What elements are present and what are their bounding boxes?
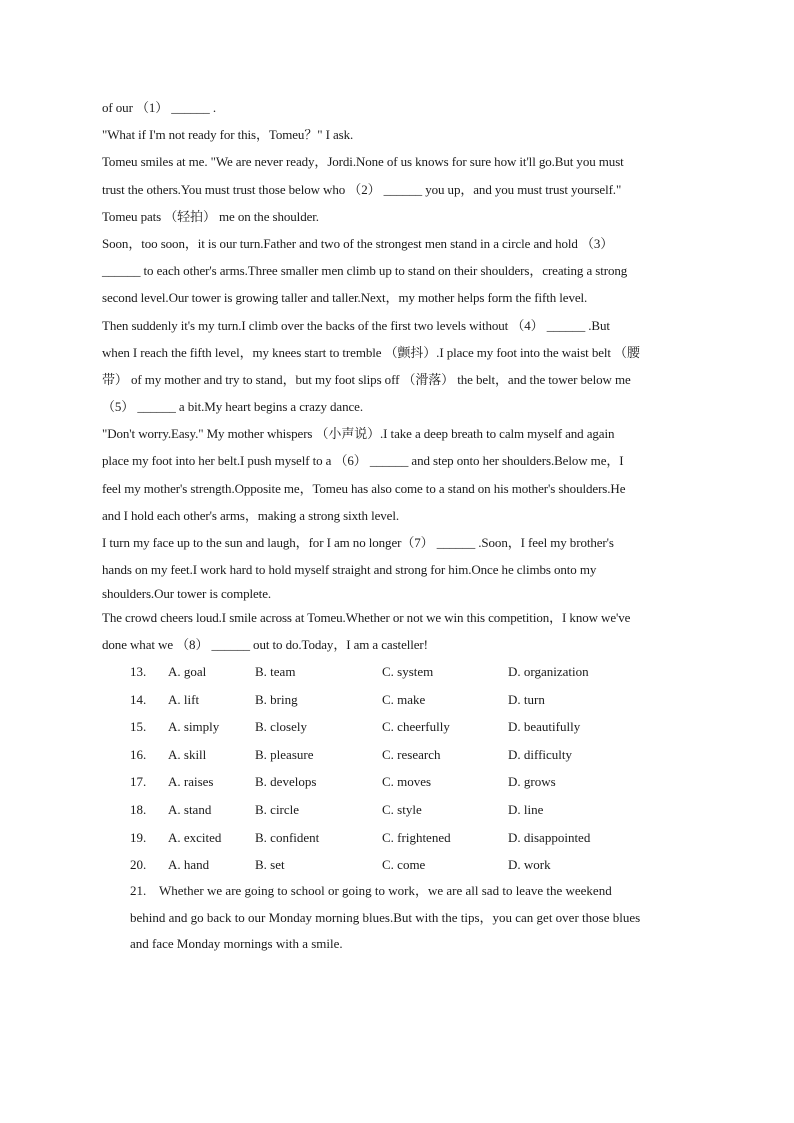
option-a: A. simply <box>168 719 220 735</box>
question-number: 14. <box>130 691 147 707</box>
passage-line: place my foot into her belt.I push myself to a （6） ______ and step onto her shoulders.Below me，I <box>102 453 624 469</box>
question-number: 18. <box>130 801 147 817</box>
question-21-line: 21. Whether we are going to school or going to work，we are all sad to leave the weekend <box>130 883 612 898</box>
option-d: D. line <box>508 801 544 817</box>
passage-line: Tomeu pats （轻拍） me on the shoulder. <box>102 208 319 224</box>
passage-line: and I hold each other's arms，making a strong sixth level. <box>102 507 400 523</box>
option-b: B. set <box>255 857 285 873</box>
answer-options <box>130 658 690 879</box>
question-row <box>130 796 690 824</box>
passage-line: I turn my face up to the sun and laugh，for I am no longer（7） ______ .Soon，I feel my brother's <box>102 535 614 550</box>
passage-line: when I reach the fifth level，my knees start to tremble （颤抖）.I place my foot into the waist belt （腰 <box>102 344 640 360</box>
passage-line: shoulders.Our tower is complete. <box>102 586 272 602</box>
passage-line: "What if I'm not ready for this，Tomeu？" I ask. <box>102 127 354 143</box>
passage-line: （5） ______ a bit.My heart begins a crazy dance. <box>102 399 363 415</box>
option-c: C. moves <box>382 774 432 790</box>
option-c: C. system <box>382 664 434 679</box>
option-d: D. organization <box>508 664 589 679</box>
option-b: B. closely <box>255 719 307 735</box>
reading-passage <box>102 94 692 659</box>
passage-line: done what we （8） ______ out to do.Today，I am a casteller! <box>102 637 428 653</box>
passage-line: Tomeu smiles at me. "We are never ready，Jordi.None of us knows for sure how it'll go.But you must <box>102 154 624 170</box>
option-a: A. hand <box>168 857 210 873</box>
passage-line: ______ to each other's arms.Three smaller men climb up to stand on their shoulders，creating a strong <box>102 263 628 279</box>
question-row <box>130 713 690 741</box>
option-b: B. bring <box>255 691 298 707</box>
option-c: C. make <box>382 691 426 707</box>
passage-line: 带） of my mother and try to stand，but my foot slips off （滑落） the belt，and the tower below me <box>102 371 631 387</box>
option-c: C. research <box>382 746 441 762</box>
question-row <box>130 851 690 879</box>
question-number: 15. <box>130 719 147 735</box>
passage-line: The crowd cheers loud.I smile across at Tomeu.Whether or not we win this competition，I know we've <box>102 610 631 626</box>
option-b: B. circle <box>255 801 300 817</box>
passage-line: feel my mother's strength.Opposite me，Tomeu has also come to a stand on his mother's shoulders.He <box>102 480 626 496</box>
question-21 <box>130 878 690 958</box>
question-number: 17. <box>130 774 147 790</box>
option-a: A. stand <box>168 801 212 817</box>
option-d: D. difficulty <box>508 746 573 762</box>
option-a: A. goal <box>168 664 207 679</box>
option-d: D. turn <box>508 691 545 707</box>
question-21-line: and face Monday mornings with a smile. <box>130 936 343 952</box>
option-b: B. team <box>255 664 296 679</box>
option-c: C. frightened <box>382 829 451 845</box>
question-number: 19. <box>130 829 147 845</box>
question-row <box>130 824 690 852</box>
option-a: A. raises <box>168 774 214 790</box>
question-number: 20. <box>130 857 147 873</box>
question-row <box>130 686 690 714</box>
passage-line: Soon，too soon，it is our turn.Father and two of the strongest men stand in a circle and hold （3） <box>102 235 614 251</box>
passage-line: of our （1） ______ . <box>102 100 217 115</box>
option-d: D. beautifully <box>508 719 581 735</box>
passage-line: trust the others.You must trust those below who （2） ______ you up，and you must trust yourself." <box>102 181 622 197</box>
option-c: C. cheerfully <box>382 719 450 735</box>
question-number: 16. <box>130 746 147 762</box>
question-row <box>130 658 690 686</box>
option-b: B. pleasure <box>255 746 314 762</box>
option-a: A. excited <box>168 829 222 845</box>
option-b: B. confident <box>255 829 320 845</box>
passage-line: second level.Our tower is growing taller and taller.Next，my mother helps form the fifth level. <box>102 290 588 306</box>
option-c: C. come <box>382 857 426 873</box>
option-d: D. disappointed <box>508 829 591 845</box>
passage-line: hands on my feet.I work hard to hold myself straight and strong for him.Once he climbs onto my <box>102 562 597 578</box>
option-b: B. develops <box>255 774 317 790</box>
option-a: A. skill <box>168 746 207 762</box>
option-a: A. lift <box>168 691 200 707</box>
question-row <box>130 741 690 769</box>
option-d: D. work <box>508 857 551 873</box>
question-row <box>130 768 690 796</box>
question-21-line: behind and go back to our Monday morning blues.But with the tips，you can get over those blues <box>130 909 641 925</box>
option-c: C. style <box>382 801 422 817</box>
passage-line: "Don't worry.Easy." My mother whispers （小声说）.I take a deep breath to calm myself and again <box>102 426 615 442</box>
passage-line: Then suddenly it's my turn.I climb over the backs of the first two levels without （4） ______ .But <box>102 317 610 333</box>
option-d: D. grows <box>508 774 556 790</box>
question-number: 13. <box>130 664 147 679</box>
